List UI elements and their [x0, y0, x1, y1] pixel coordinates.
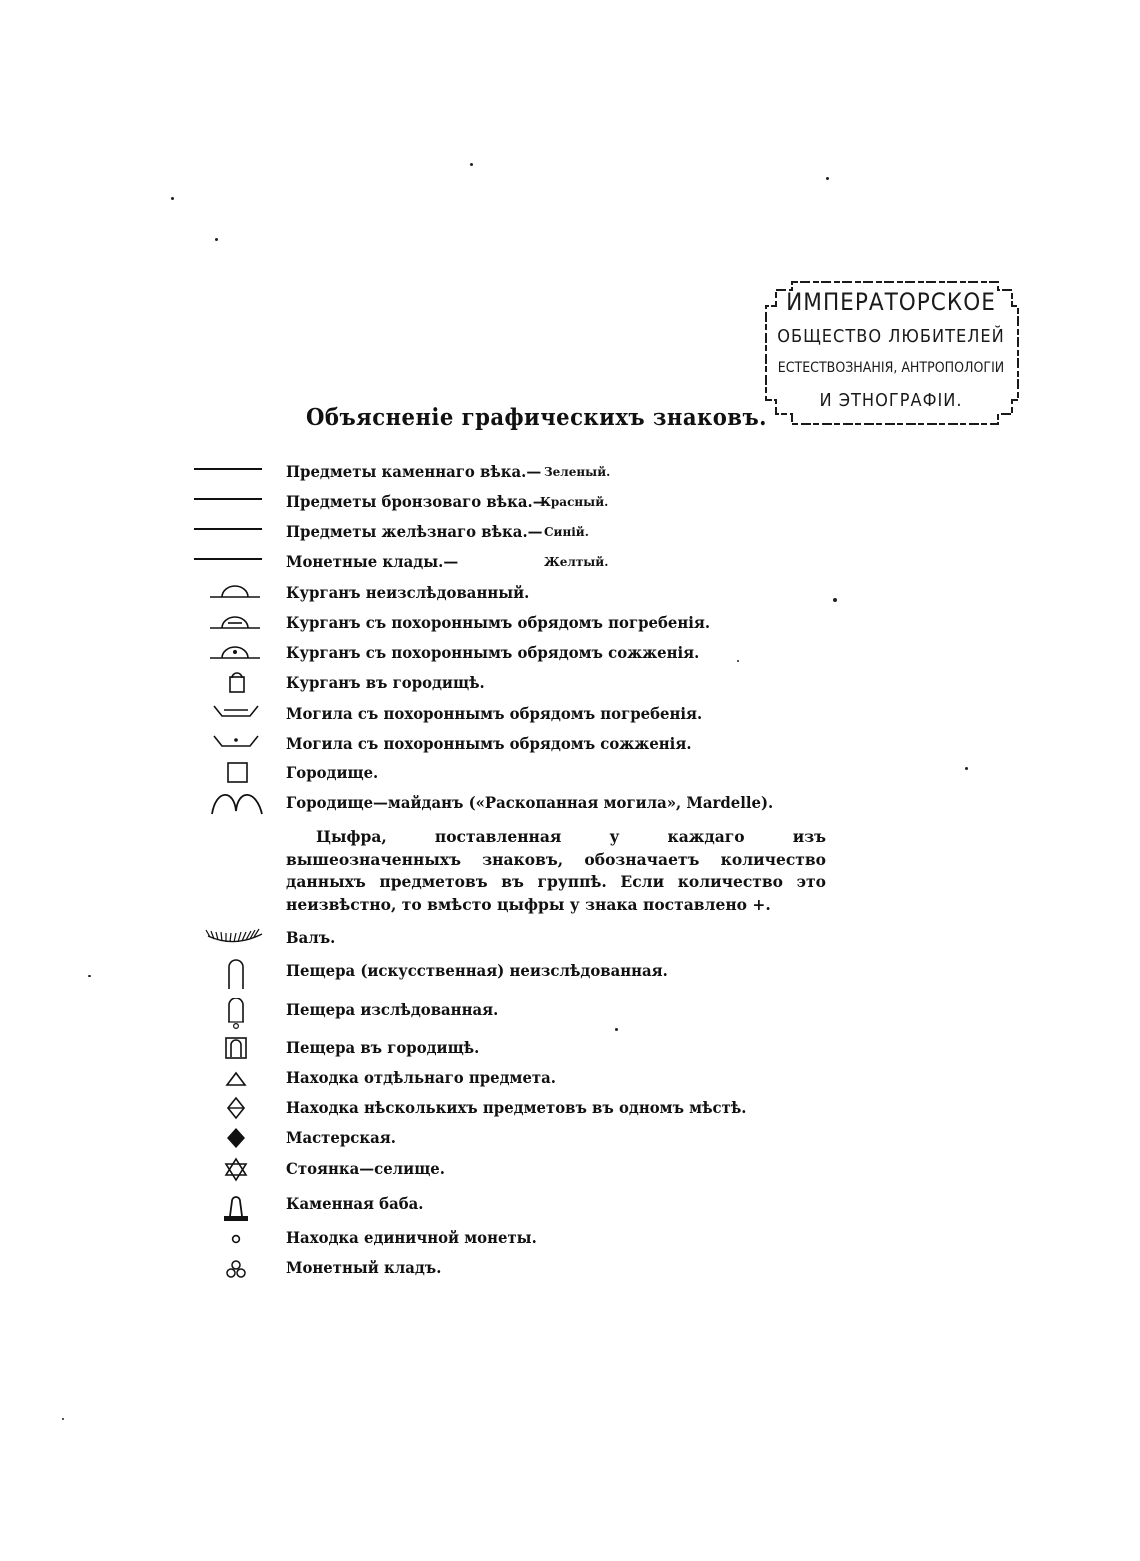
line-icon — [190, 460, 280, 490]
kurgan-in-gorodishche-icon — [190, 671, 280, 701]
scan-speck — [965, 767, 968, 770]
legend-label: Находка нѣсколькихъ предметовъ въ одномъ мѣстѣ. — [286, 1098, 747, 1117]
page-title: Объясненіе графическихъ знаковъ. — [306, 404, 767, 431]
diamond-filled-icon — [190, 1126, 280, 1156]
line-icon — [190, 520, 280, 550]
legend-label: Курганъ съ похороннымъ обрядомъ погребенія. — [286, 613, 711, 632]
legend-label: Пещера въ городищѣ. — [286, 1038, 480, 1057]
triangle-icon — [190, 1066, 280, 1096]
legend-label: Монетный кладъ. — [286, 1258, 442, 1277]
gorodishche-icon — [190, 761, 280, 791]
legend-label: Находка единичной монеты. — [286, 1228, 537, 1247]
rampart-icon — [190, 926, 280, 956]
stone-idol-icon — [190, 1192, 280, 1224]
stamp-line-2: ОБЩЕСТВО ЛЮБИТЕЛЕЙ — [777, 326, 1005, 347]
scan-speck — [62, 1418, 64, 1420]
cave-unexplored-icon — [190, 959, 280, 991]
kurgan-burial-icon — [190, 611, 280, 641]
society-stamp — [762, 278, 1020, 428]
scan-speck — [215, 238, 218, 241]
scan-speck — [615, 1028, 618, 1031]
legend-color: Синій. — [544, 525, 589, 539]
legend-label: Предметы каменнаго вѣка.— — [286, 462, 542, 481]
legend-label: Курганъ въ городищѣ. — [286, 673, 485, 692]
stamp-line-4: И ЭТНОГРАФІИ. — [819, 390, 963, 411]
legend-label: Предметы бронзоваго вѣка.— — [286, 492, 548, 511]
grave-cremation-icon — [190, 732, 280, 762]
legend-label: Могила съ похороннымъ обрядомъ сожженія. — [286, 734, 692, 753]
scan-speck — [737, 660, 739, 662]
legend-label: Монетные клады.— — [286, 552, 459, 571]
stamp-line-1: ИМПЕРАТОРСКОЕ — [786, 288, 996, 316]
legend-label: Могила съ похороннымъ обрядомъ погребенія. — [286, 704, 703, 723]
scan-speck — [88, 975, 91, 977]
legend-label: Находка отдѣльнаго предмета. — [286, 1068, 556, 1087]
legend-label: Городище—майданъ («Раскопанная могила», Mardelle). — [286, 793, 774, 812]
cave-explored-icon — [190, 998, 280, 1032]
legend-label: Курганъ неизслѣдованный. — [286, 583, 530, 602]
scan-speck — [826, 177, 829, 180]
legend-label: Мастерская. — [286, 1128, 396, 1147]
grave-burial-icon — [190, 702, 280, 732]
stamp-line-3: ЕСТЕСТВОЗНАНІЯ, АНТРОПОЛОГІИ — [777, 360, 1005, 376]
legend-label: Пещера изслѣдованная. — [286, 1000, 499, 1019]
legend-label: Городище. — [286, 763, 379, 782]
line-icon — [190, 490, 280, 520]
scan-speck — [171, 197, 174, 200]
legend-color: Красный. — [540, 495, 609, 509]
line-icon — [190, 550, 280, 580]
single-coin-icon — [190, 1226, 280, 1256]
diamond-outline-icon — [190, 1096, 280, 1126]
coin-hoard-icon — [190, 1256, 280, 1286]
star-of-david-icon — [190, 1157, 280, 1187]
legend-color: Зеленый. — [544, 465, 611, 479]
legend-label: Курганъ съ похороннымъ обрядомъ сожженія. — [286, 643, 700, 662]
kurgan-unexplored-icon — [190, 581, 280, 611]
gorodishche-maidan-icon — [190, 791, 280, 821]
legend-label: Предметы желѣзнаго вѣка.— — [286, 522, 543, 541]
explanatory-paragraph: Цыфра, поставленная у каждаго изъ вышеозначенныхъ знаковъ, обозначаетъ количество данныхъ предметовъ въ группѣ. Если количество это неизвѣстно, то вмѣсто цыфры у знака поставлено +. — [286, 827, 826, 914]
scan-speck — [470, 163, 473, 166]
legend-color: Желтый. — [544, 555, 609, 569]
scan-speck — [833, 598, 837, 602]
cave-in-gorodishche-icon — [190, 1036, 280, 1066]
kurgan-cremation-icon — [190, 641, 280, 671]
legend-label: Каменная баба. — [286, 1194, 424, 1213]
legend-label: Валъ. — [286, 928, 336, 947]
legend-label: Стоянка—селище. — [286, 1159, 445, 1178]
legend-label: Пещера (искусственная) неизслѣдованная. — [286, 961, 668, 980]
